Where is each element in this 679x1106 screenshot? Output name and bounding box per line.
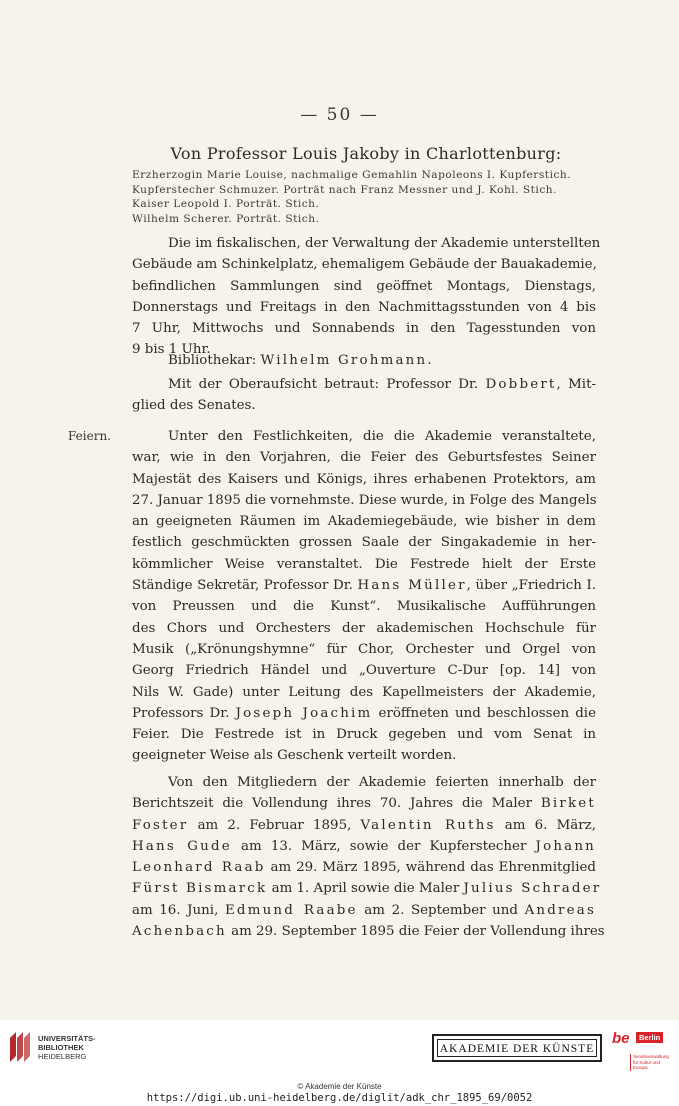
person-name: Joseph Joachim bbox=[235, 705, 373, 721]
text-run: Berichtszeit die Vollendung ihres 70. Jahres die Maler bbox=[132, 796, 541, 812]
library-name-line: HEIDELBERG bbox=[38, 1052, 87, 1061]
text-run: am 2. Februar 1895, bbox=[188, 817, 361, 833]
librarian-end: . bbox=[427, 353, 432, 368]
text-line: befindlichen Sammlungen sind geöffnet Montags, Dienstags, bbox=[132, 278, 596, 294]
paragraph-librarian bbox=[132, 350, 596, 371]
works-item: Kaiser Leopold I. Porträt. Stich. bbox=[132, 198, 320, 210]
paragraph-members bbox=[132, 772, 605, 942]
berlin-subtitle-line: Senatsverwaltung bbox=[633, 1054, 669, 1059]
text-line bbox=[132, 703, 596, 724]
text-line bbox=[132, 836, 596, 857]
text-line: festlich geschmückten grossen Saale der Singakademie in her- bbox=[132, 535, 596, 551]
text-line: Majestät des Kaisers und Königs, ihres erhabenen Protektors, am bbox=[132, 471, 596, 487]
text-run: am 6. März, bbox=[495, 817, 596, 833]
text-run: eröffneten und beschlossen die bbox=[372, 705, 596, 721]
text-line bbox=[132, 815, 596, 836]
berlin-be-mark: be bbox=[612, 1030, 630, 1047]
librarian-name: Wilhelm Grohmann bbox=[260, 353, 428, 368]
berlin-senate-logo[interactable] bbox=[612, 1030, 672, 1074]
text-line: 7 Uhr, Mittwochs und Sonnabends in den Tagesstunden von bbox=[132, 321, 596, 337]
library-name bbox=[38, 1034, 96, 1061]
berlin-subtitle bbox=[630, 1054, 672, 1071]
person-name: Achenbach bbox=[132, 924, 227, 940]
person-name: Julius Schrader bbox=[463, 881, 602, 897]
text-line: Von den Mitgliedern der Akademie feierten innerhalb der bbox=[168, 775, 596, 790]
text-run: am 13. März, sowie der Kupferstecher bbox=[231, 838, 536, 854]
person-name: Johann bbox=[535, 838, 596, 854]
section-heading: Von Professor Louis Jakoby in Charlottenburg: bbox=[170, 144, 562, 163]
person-name: Hans Gude bbox=[132, 838, 232, 854]
librarian-label: Bibliothekar: bbox=[168, 353, 257, 368]
person-name: Edmund Raabe bbox=[224, 902, 358, 918]
text-line: Feier. Die Festrede ist in Druck gegeben und vom Senat in bbox=[132, 727, 596, 743]
text-run: Professors Dr. bbox=[132, 705, 236, 721]
text-run: am 29. März 1895, während das Ehrenmitglied bbox=[265, 860, 596, 876]
text-line bbox=[132, 921, 605, 942]
text-line: Musik („Krönungshymne“ für Chor, Orchester und Orgel von bbox=[132, 641, 596, 657]
text-run: am 2. September und bbox=[357, 902, 525, 918]
text-line bbox=[132, 350, 596, 371]
text-line: an geeigneten Räumen im Akademiegebäude, wie bisher in dem bbox=[132, 514, 596, 530]
text-line: war, wie in den Vorjahren, die Feier des Geburtsfestes Seiner bbox=[132, 450, 596, 466]
text-line: Gebäude am Schinkelplatz, ehemaligem Gebäude der Bauakademie, bbox=[132, 257, 597, 273]
berlin-subtitle-line: für Kultur und Europa bbox=[633, 1059, 661, 1070]
text-run: am 1. April sowie die Maler bbox=[267, 881, 464, 897]
margin-note: Feiern. bbox=[68, 429, 111, 443]
berlin-tag: Berlin bbox=[636, 1032, 663, 1043]
permalink-url[interactable]: https://digi.ub.uni-heidelberg.de/diglit/adk_chr_1895_69/0052 bbox=[146, 1092, 533, 1104]
text-line bbox=[132, 575, 596, 596]
akademie-logo[interactable] bbox=[432, 1034, 602, 1062]
person-name: Dobbert bbox=[485, 377, 557, 392]
text-line: kömmlicher Weise veranstaltet. Die Festrede hielt der Erste bbox=[132, 556, 596, 572]
person-name: Foster bbox=[132, 817, 189, 833]
person-name: Leonhard Raab bbox=[132, 860, 266, 876]
copyright-notice: © Akademie der Künste bbox=[297, 1082, 382, 1091]
text-line: geeigneter Weise als Geschenk verteilt worden. bbox=[132, 748, 457, 764]
text-line bbox=[132, 878, 602, 899]
person-name: Andreas bbox=[524, 902, 597, 918]
text-line bbox=[132, 857, 596, 878]
works-item: Wilhelm Scherer. Porträt. Stich. bbox=[132, 212, 320, 225]
library-name-line: UNIVERSITÄTS- bbox=[38, 1034, 96, 1043]
text-line: 27. Januar 1895 die vornehmste. Diese wurde, in Folge des Mangels bbox=[132, 492, 597, 508]
text-line bbox=[132, 900, 596, 921]
text-line: des Chors und Orchesters der akademischen Hochschule für bbox=[132, 620, 596, 636]
akademie-label: AKADEMIE DER KÜNSTE bbox=[437, 1039, 597, 1057]
text-line: Donnerstags und Freitags in den Nachmittagsstunden von 4 bis bbox=[132, 299, 596, 315]
text-run: am 16. Juni, bbox=[132, 902, 225, 918]
works-list bbox=[132, 168, 602, 226]
person-name: Hans Müller bbox=[357, 578, 467, 594]
works-item: Erzherzogin Marie Louise, nachmalige Gemahlin Napoleons I. Kupferstich. bbox=[132, 169, 572, 181]
text-line: 9 bis 1 Uhr. bbox=[132, 342, 211, 358]
text-run: Mit der Oberaufsicht betraut: Professor Dr. bbox=[168, 377, 486, 392]
text-line bbox=[132, 374, 596, 395]
text-run: , Mit- bbox=[556, 377, 596, 392]
person-name: Valentin Ruths bbox=[360, 817, 496, 833]
library-name-line: BIBLIOTHEK bbox=[38, 1043, 84, 1052]
text-run: Ständige Sekretär, Professor Dr. bbox=[132, 578, 358, 594]
text-line bbox=[132, 793, 596, 814]
works-item: Kupferstecher Schmuzer. Porträt nach Franz Messner und J. Kohl. Stich. bbox=[132, 183, 557, 196]
text-line: glied des Senates. bbox=[132, 398, 256, 414]
text-line: Unter den Festlichkeiten, die die Akademie veranstaltete, bbox=[168, 429, 596, 444]
paragraph-festivities bbox=[132, 426, 596, 767]
heidelberg-library-logo-icon bbox=[8, 1030, 34, 1064]
text-run: , über „Friedrich I. bbox=[466, 578, 597, 594]
text-line: Georg Friedrich Händel und „Ouverture C-Dur [op. 14] von bbox=[132, 663, 596, 679]
person-name: Birket bbox=[540, 796, 596, 812]
text-line: Die im fiskalischen, der Verwaltung der Akademie unterstellten bbox=[168, 236, 601, 251]
text-run: am 29. September 1895 die Feier der Vollendung ihres bbox=[226, 924, 605, 940]
person-name: Fürst Bismarck bbox=[132, 881, 268, 897]
page-number: — 50 — bbox=[300, 105, 379, 125]
paragraph-collections bbox=[132, 233, 601, 361]
text-line: Nils W. Gade) unter Leitung des Kapellmeisters der Akademie, bbox=[132, 684, 596, 700]
paragraph-supervision bbox=[132, 374, 596, 417]
text-line: von Preussen und die Kunst“. Musikalische Aufführungen bbox=[132, 599, 596, 615]
